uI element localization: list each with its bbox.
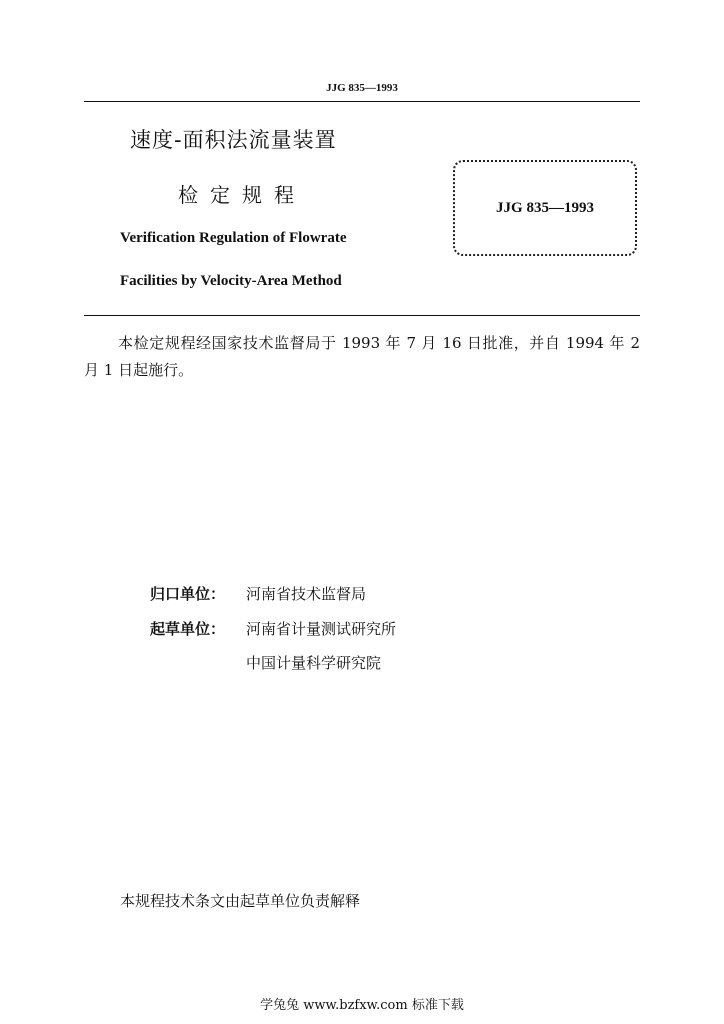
qicao-unit-label: 起草单位： [150, 620, 226, 638]
title-bottom-rule [84, 315, 640, 316]
qicao-unit-value-2: 中国计量科学研究院 [246, 654, 382, 672]
guikou-unit-label: 归口单位： [150, 585, 226, 603]
guikou-unit-value: 河南省技术监督局 [246, 585, 367, 603]
qicao-unit-value-1: 河南省计量测试研究所 [246, 620, 397, 638]
title-chinese-line1: 速度-面积法流量装置 [130, 128, 337, 152]
title-english-line1: Verification Regulation of Flowrate [120, 230, 347, 246]
top-rule [84, 101, 640, 102]
site-watermark: 学兔兔 www.bzfxw.com 标准下载 [260, 998, 464, 1013]
approval-statement: 本检定规程经国家技术监督局于 1993 年 7 月 16 日批准，并自 1994 年 2 月 1 日起施行。 [84, 334, 640, 379]
title-chinese-line2: 检定规程 [178, 183, 306, 207]
header-standard-code: JJG 835—1993 [326, 82, 398, 94]
standard-code-label: JJG 835—1993 [496, 199, 594, 216]
standard-code-box [453, 160, 637, 256]
interpretation-note: 本规程技术条文由起草单位负责解释 [120, 892, 361, 910]
title-english-line2: Facilities by Velocity-Area Method [120, 273, 342, 289]
